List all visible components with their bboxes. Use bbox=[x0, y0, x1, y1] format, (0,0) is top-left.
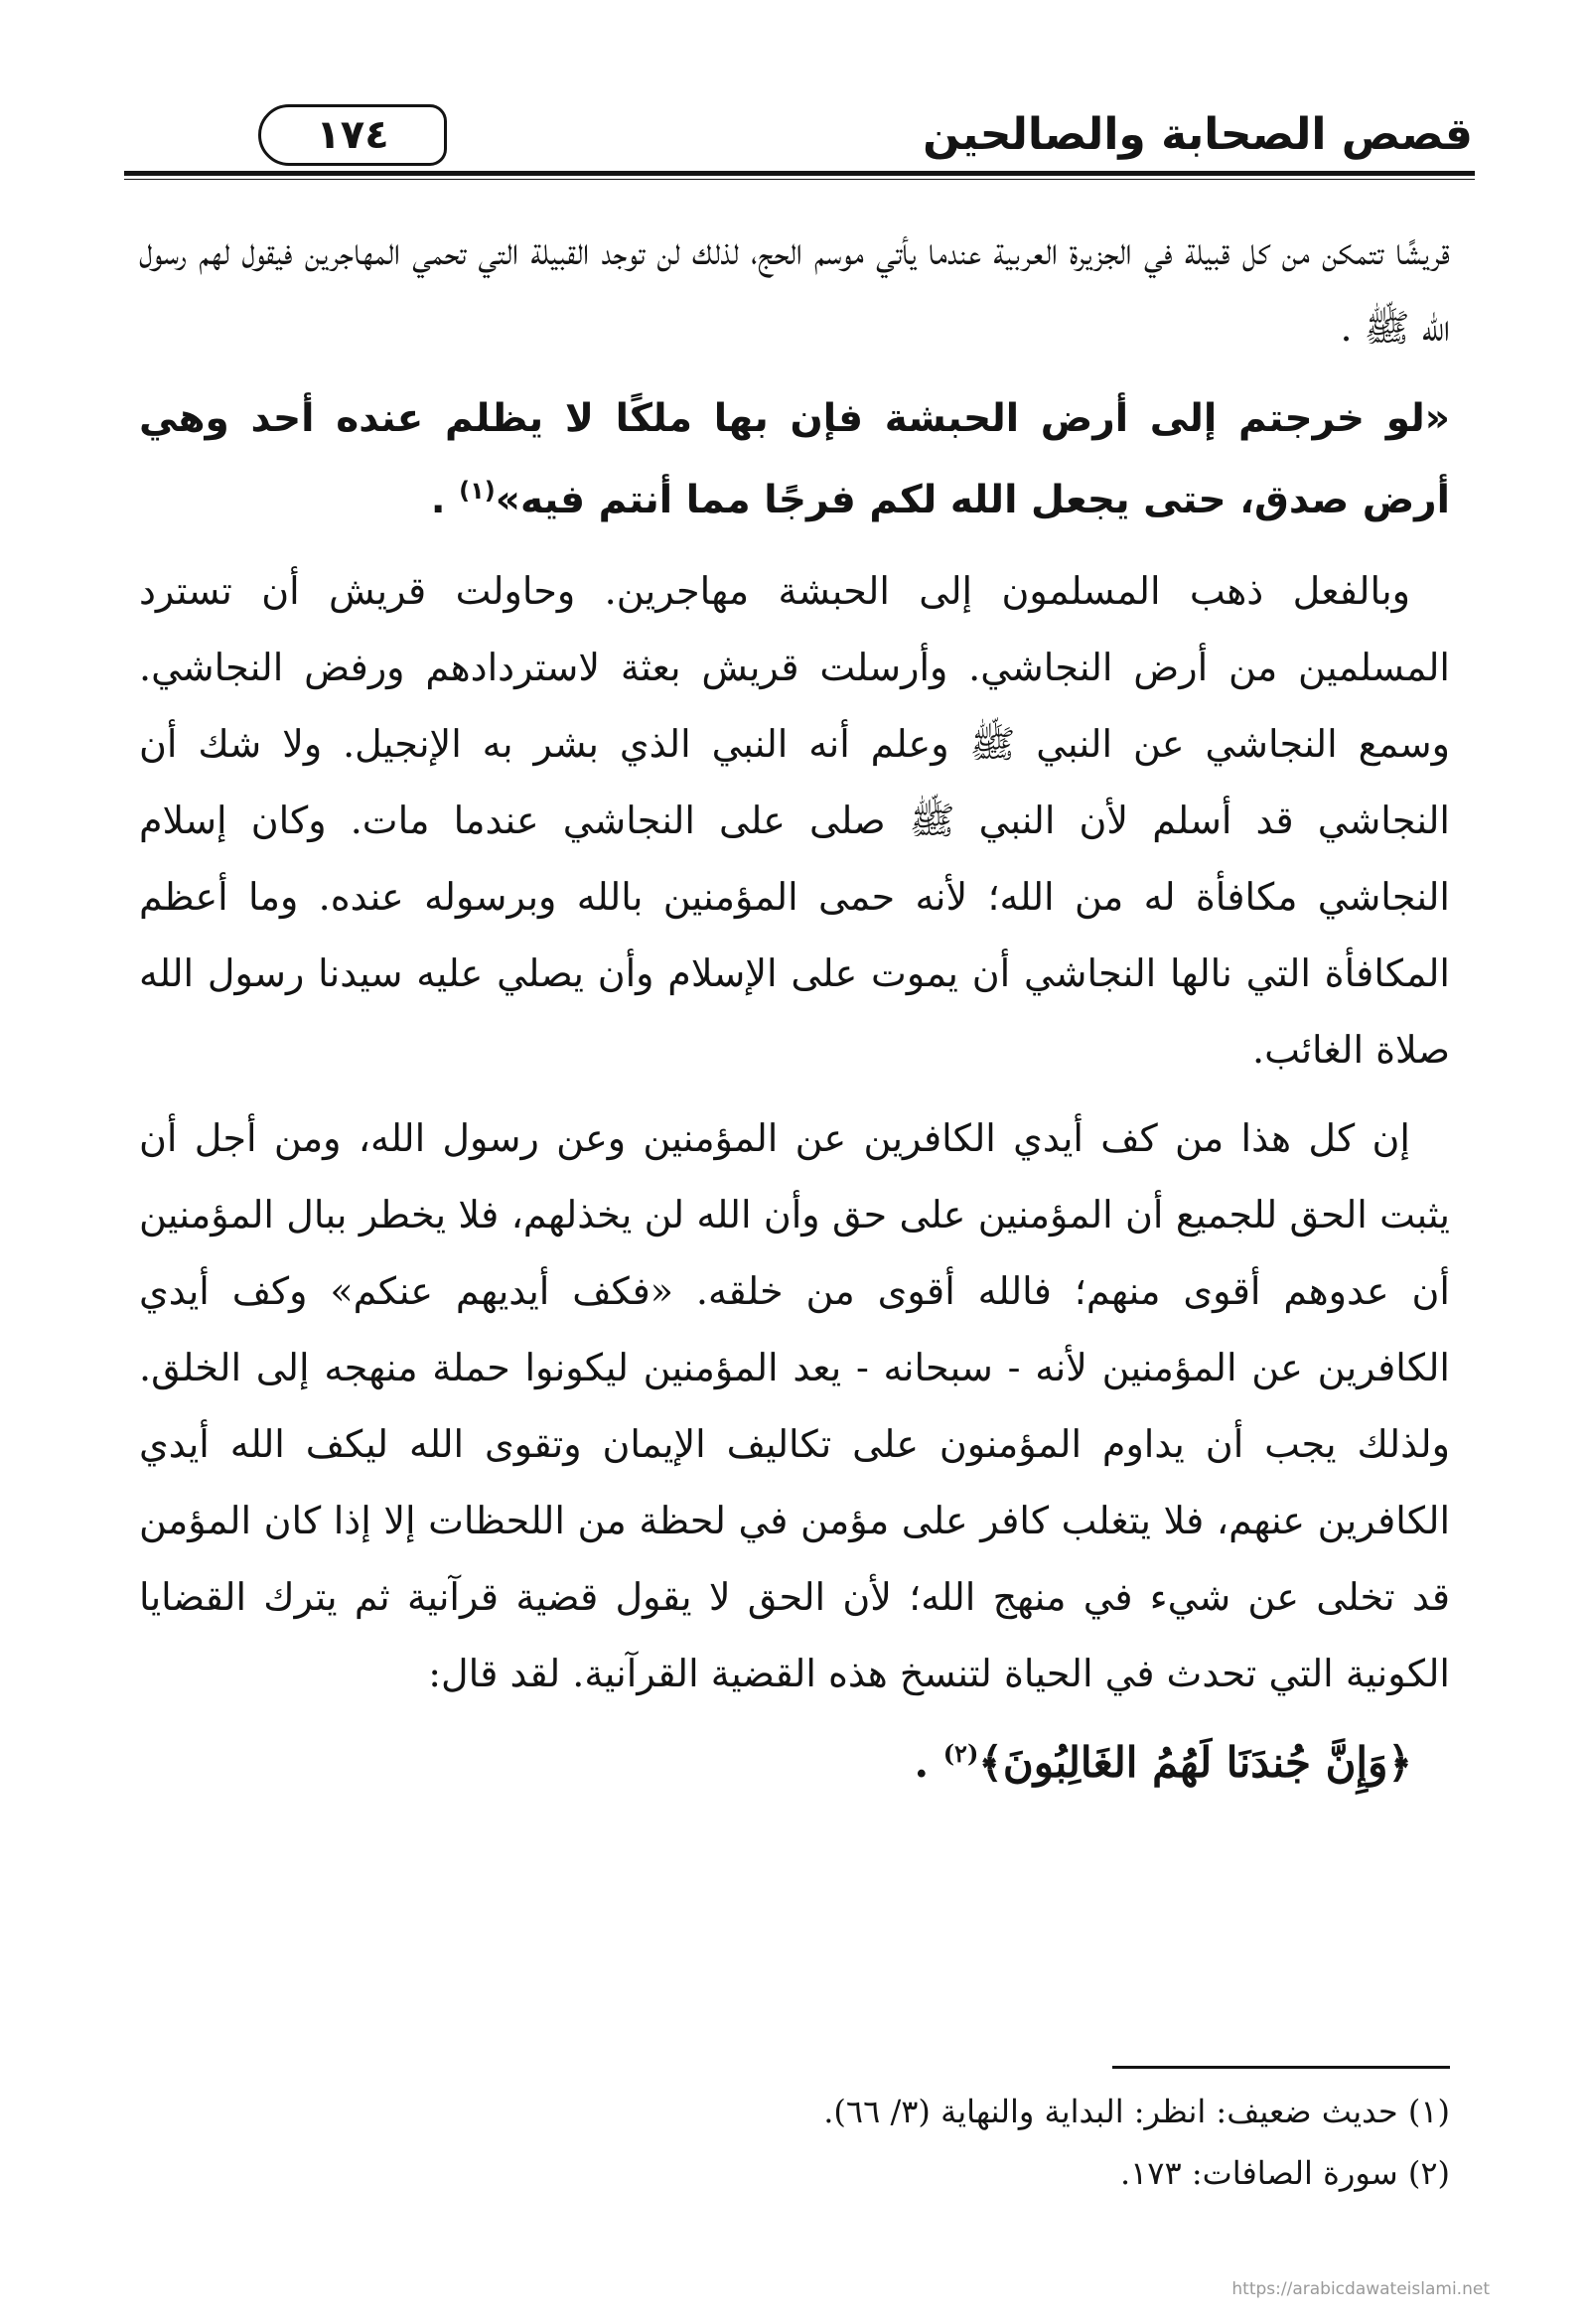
paragraph: قريشًا تتمكن من كل قبيلة في الجزيرة العربية عندما يأتي موسم الحج، لذلك لن توجد القبيلة التي تحمي المهاجرين فيقول لهم رسول الله ﷺ . bbox=[139, 229, 1450, 350]
footnotes bbox=[139, 2081, 1450, 2204]
quran-verse: ﴿وَإِنَّ جُندَنَا لَهُمُ الغَالِبُونَ﴾$^{(٢)}$ . bbox=[914, 1738, 1412, 1787]
footnote-ref: (٢) bbox=[942, 1739, 979, 1768]
paragraph: وبالفعل ذهب المسلمون إلى الحبشة مهاجرين. وحاولت قريش أن تسترد المسلمين من أرض النجاشي. وأرسلت قريش بعثة لاستردادهم ورفض النجاشي. وسمع النجاشي عن النبي ﷺ وعلم أنه النبي الذي بشر به الإنجيل. ولا شك أن النجاشي قد أسلم لأن النبي ﷺ صلى على النجاشي عندما مات. وكان إسلام النجاشي مكافأة له من الله؛ لأنه حمى المؤمنين بالله وبرسوله عنده. وما أعظم المكافأة التي نالها النجاشي أن يموت على الإسلام وأن يصلي عليه سيدنا رسول الله صلاة الغائب. bbox=[139, 569, 1450, 1072]
book-title: قصص الصحابة والصالحين bbox=[923, 109, 1473, 160]
page-number: ١٧٤ bbox=[258, 104, 447, 166]
body-text bbox=[139, 214, 1450, 1813]
header-rule-thin bbox=[124, 179, 1475, 180]
footnote-ref: (١) bbox=[459, 477, 496, 505]
header-rule bbox=[124, 171, 1475, 176]
paragraph: إن كل هذا من كف أيدي الكافرين عن المؤمنين وعن رسول الله، ومن أجل أن يثبت الحق للجميع أن المؤمنين على حق وأن الله لن يخذلهم، فلا يخطر ببال المؤمنين أن عدوهم أقوى منهم؛ فالله أقوى من خلقه. «فكف أيديهم عنكم» وكف أيدي الكافرين عن المؤمنين لأنه - سبحانه - يعد المؤمنين ليكونوا حملة منهجه إلى الخلق. ولذلك يجب أن يداوم المؤمنون على تكاليف الإيمان وتقوى الله ليكف الله أيدي الكافرين عنهم، فلا يتغلب كافر على مؤمن في لحظة من اللحظات إلا إذا كان المؤمن قد تخلى عن شيء في منهج الله؛ لأن الحق لا يقول قضية قرآنية ثم يترك القضايا الكونية التي تحدث في الحياة لتنسخ هذه القضية القرآنية. لقد قال: bbox=[139, 1116, 1450, 1695]
footnote-separator bbox=[1112, 2066, 1450, 2069]
page-header bbox=[124, 94, 1475, 174]
hadith-quote: «لو خرجتم إلى أرض الحبشة فإن بها ملكًا لا يظلم عنده أحد وهي أرض صدق، حتى يجعل الله لكم فرجًا مما أنتم فيه»$^{(١)}$ . bbox=[139, 396, 1450, 522]
source-watermark: https://arabicdawateislami.net bbox=[1231, 2279, 1490, 2299]
footnote: (٢) سورة الصافات: ١٧٣. bbox=[1119, 2154, 1450, 2192]
footnote: (١) حديث ضعيف: انظر: البداية والنهاية (٣/ ٦٦). bbox=[823, 2093, 1450, 2130]
